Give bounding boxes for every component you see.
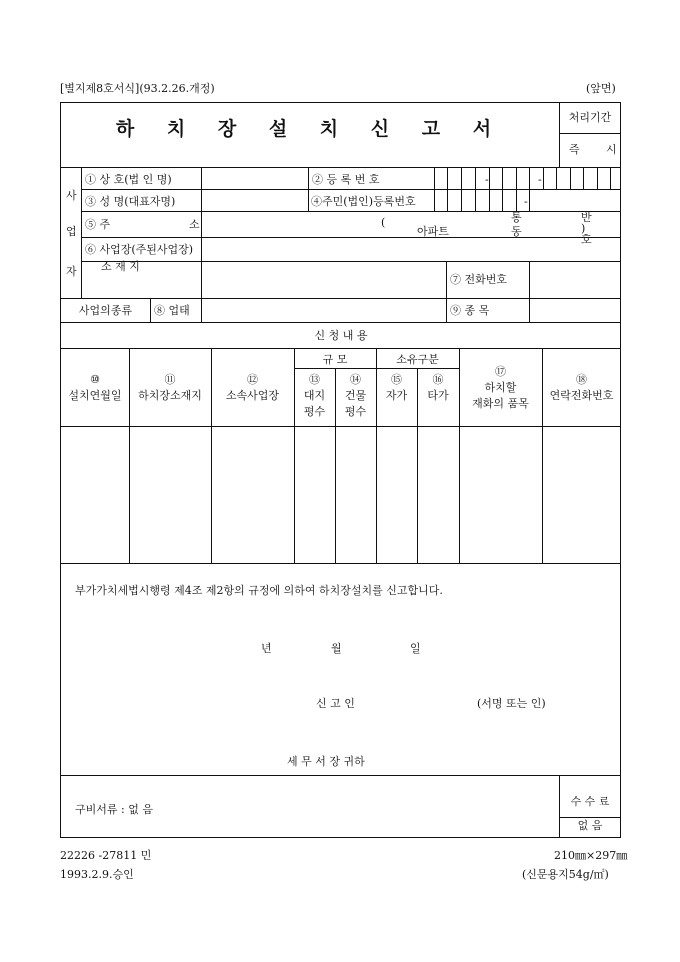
form-title: 하 치 장 설 치 신 고 서 xyxy=(115,118,505,140)
address-paren-close: ) xyxy=(581,222,586,235)
date-day-label: 일 xyxy=(410,642,421,655)
address-ban: 반 xyxy=(581,211,592,224)
section-label-char-3: 자 xyxy=(66,265,77,278)
address-label-start: ⑤ 주 xyxy=(85,218,111,231)
storage-location-cell[interactable] xyxy=(130,427,211,562)
paper-size: 210㎜×297㎜ xyxy=(554,849,628,862)
affiliate-number: ⑫ xyxy=(247,373,258,386)
phone-field[interactable] xyxy=(530,262,620,297)
install-date-cell[interactable] xyxy=(61,427,129,562)
representative-name-label: ③ 성 명(대표자명) xyxy=(85,195,176,208)
owned-number: ⑮ xyxy=(391,373,402,386)
registration-dash-1: - xyxy=(485,173,489,186)
contact-phone-cell[interactable] xyxy=(543,427,621,562)
company-name-label: ① 상 호(법 인 명) xyxy=(85,173,172,186)
date-month-label: 월 xyxy=(331,642,342,655)
address-tong: 통 xyxy=(511,211,522,224)
processing-period-unit: 시 xyxy=(606,143,617,156)
addressee: 세 무 서 장 귀하 xyxy=(287,755,365,768)
rented-number: ⑯ xyxy=(432,373,444,386)
goods-header: 하치할 xyxy=(484,381,517,394)
address-ho: 호 xyxy=(581,233,592,246)
scale-header: 규 모 xyxy=(322,353,348,366)
business-type-label: 사업의종류 xyxy=(78,304,133,317)
install-date-number: ⑩ xyxy=(90,373,100,386)
approval-date: 1993.2.9.승인 xyxy=(60,868,134,881)
workplace-address-field[interactable] xyxy=(202,238,445,297)
address-dong: 동 xyxy=(511,225,522,238)
contact-number-index: ⑱ xyxy=(576,373,587,386)
address-apartment: 아파트 xyxy=(417,225,449,238)
declaration-statement: 부가가치세법시행령 제4조 제2항의 규정에 의하여 하치장설치를 신고합니다. xyxy=(75,584,443,597)
resident-number-label: ④주민(법인)등록번호 xyxy=(311,195,416,208)
affiliate-header: 소속사업장 xyxy=(225,389,280,402)
ownership-header: 소유구분 xyxy=(396,353,439,366)
form-frame xyxy=(60,102,621,838)
fee-label: 수 수 료 xyxy=(570,795,610,808)
goods-header-line2: 재화의 품목 xyxy=(472,397,529,410)
install-date-header: 설치연월일 xyxy=(68,389,122,402)
land-area-cell[interactable] xyxy=(295,427,335,562)
processing-period-value: 즉 xyxy=(569,143,580,156)
building-area-number: ⑭ xyxy=(350,373,361,386)
storage-location-header: 하치장소재지 xyxy=(138,389,202,402)
business-category-field[interactable] xyxy=(202,299,445,321)
registration-dash-2: - xyxy=(538,173,542,186)
paper-type: (신문용지54g/㎡) xyxy=(522,868,609,881)
form-code: 22226 -27811 민 xyxy=(60,849,152,862)
building-area-cell[interactable] xyxy=(336,427,376,562)
request-header: 신 청 내 용 xyxy=(314,329,368,342)
building-area-unit: 평수 xyxy=(344,405,367,418)
storage-location-number: ⑪ xyxy=(164,373,176,386)
processing-period-label: 처리기간 xyxy=(568,111,612,124)
form-number: [별지제8호서식](93.2.26.개정) xyxy=(60,82,215,95)
rented-cell[interactable] xyxy=(418,427,459,562)
company-name-field[interactable] xyxy=(202,168,307,188)
representative-name-field[interactable] xyxy=(202,190,307,210)
page-side-label: (앞면) xyxy=(586,82,616,95)
workplace-location-label: 소 재 지 xyxy=(101,260,140,273)
goods-cell[interactable] xyxy=(460,427,542,562)
address-field[interactable] xyxy=(202,212,620,236)
section-label-char-2: 업 xyxy=(66,225,77,238)
affiliate-cell[interactable] xyxy=(212,427,294,562)
resident-number-dash: - xyxy=(524,195,528,208)
fee-value: 없 음 xyxy=(577,819,603,832)
section-label-char-1: 사 xyxy=(66,189,77,202)
rented-header: 타가 xyxy=(427,389,449,402)
contact-phone-header: 연락전화번호 xyxy=(549,389,614,402)
workplace-label: ⑥ 사업장(주된사업장) xyxy=(85,243,194,256)
building-area-header: 건물 xyxy=(344,389,367,402)
owned-cell[interactable] xyxy=(377,427,417,562)
owned-header: 자가 xyxy=(385,389,408,402)
goods-number: ⑰ xyxy=(495,365,506,378)
address-label-end: 소 xyxy=(189,218,200,231)
reporter-label: 신 고 인 xyxy=(316,697,355,710)
phone-label: ⑦ 전화번호 xyxy=(450,273,508,286)
business-item-field[interactable] xyxy=(530,299,620,321)
land-area-number: ⑬ xyxy=(309,373,320,386)
signature-label: (서명 또는 인) xyxy=(477,697,546,710)
required-documents: 구비서류 : 없 음 xyxy=(75,803,153,816)
business-category-label: ⑧ 업태 xyxy=(154,304,190,317)
address-paren-open: ( xyxy=(381,216,386,229)
registration-number-label: ② 등 록 번 호 xyxy=(312,173,380,186)
land-area-header: 대지 xyxy=(303,389,326,402)
date-year-label: 년 xyxy=(261,642,272,655)
business-item-label: ⑨ 종 목 xyxy=(450,304,490,317)
land-area-unit: 평수 xyxy=(303,405,326,418)
